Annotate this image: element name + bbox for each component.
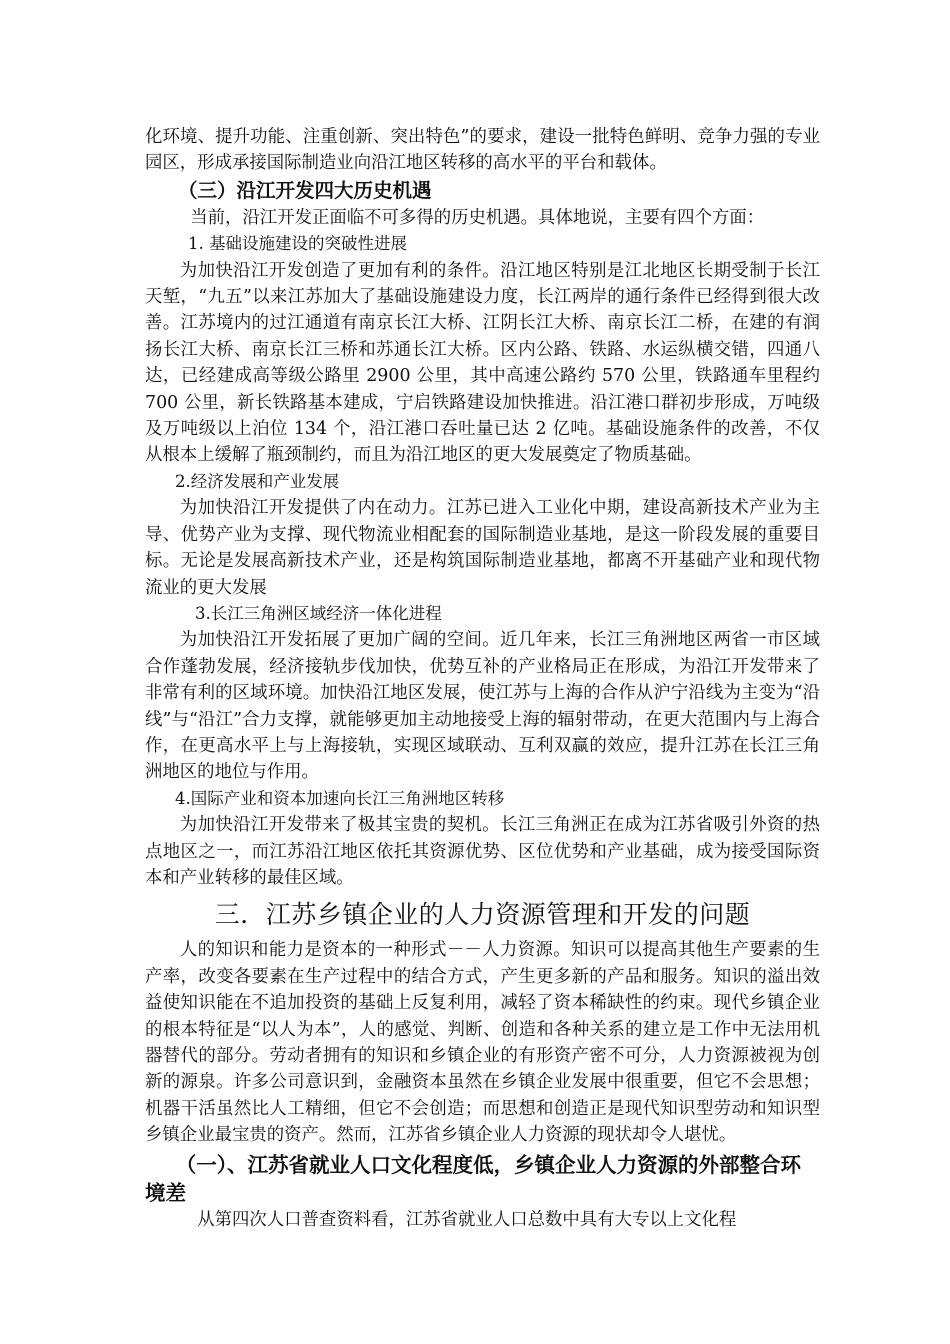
- item-1-title: 1. 基础设施建设的突破性进展: [188, 234, 407, 254]
- paragraph-census: 从第四次人口普查资料看，江苏省就业人口总数中具有大专以上文化程: [197, 1209, 737, 1230]
- item-3-title: 3.长江三角洲区域经济一体化进程: [195, 603, 442, 623]
- item-4-title: 4.国际产业和资本加速向长江三角洲地区转移: [175, 788, 505, 808]
- item-1-body: 为加快沿江开发创造了更加有利的条件。沿江地区特别是江北地区长期受制于长江天堑，“九五”以来江苏加大了基础设施建设力度，长江两岸的通行条件已经得到很大改善。江苏境内的过江通道有南京长江大桥、江阴长江大桥、南京长江二桥，在建的有润扬长江大桥、南京长江三桥和苏通长江大桥。区内公路、铁路、水运纵横交错，四通八达，已经建成高等级公路里 2900 公里，其中高速公路约 570 公里，铁路通车里程约 700 公里，新长铁路基本建成，宁启铁路建设加快推进。沿江港口群初步形成，万吨级及万吨级以上泊位 134 个，沿江港口吞吐量已达 2 亿吨。基础设施条件的改善，不仅从根本上缓解了瓶颈制约，而且为沿江地区的更大发展奠定了物质基础。: [145, 260, 820, 466]
- section-heading-opportunities: （三）沿江开发四大历史机遇: [178, 178, 432, 202]
- item-3-body: 为加快沿江开发拓展了更加广阔的空间。近几年来，长江三角洲地区两省一市区域合作蓬勃发展，经济接轨步伐加快，优势互补的产业格局正在形成，为沿江开发带来了非常有利的区域环境。加快沿江地区发展，使江苏与上海的合作从沪宁沿线为主变为“沿线”与“沿江”合力支撑，就能够更加主动地接受上海的辐射带动，在更大范围内与上海合作，在更高水平上与上海接轨，实现区域联动、互利双赢的效应，提升江苏在长江三角洲地区的地位与作用。: [145, 630, 820, 783]
- chapter-heading: 三．江苏乡镇企业的人力资源管理和开发的问题: [214, 900, 751, 930]
- subsection-heading: （一）、江苏省就业人口文化程度低，乡镇企业人力资源的外部整合环境差: [145, 1152, 801, 1205]
- item-4-body: 为加快沿江开发带来了极其宝贵的契机。长江三角洲正在成为江苏省吸引外资的热点地区之一，而江苏沿江地区依托其资源优势、区位优势和产业基础，成为接受国际资本和产业转移的最佳区域。: [145, 815, 820, 888]
- item-2-title: 2.经济发展和产业发展: [175, 471, 340, 491]
- document-page: [145, 124, 820, 1233]
- item-2-body: 为加快沿江开发提供了内在动力。江苏已进入工业化中期，建设高新技术产业为主导、优势产业为支撑、现代物流业相配套的国际制造业基地，是这一阶段发展的重要目标。无论是发展高新技术产业，还是构筑国际制造业基地，都离不开基础产业和现代物流业的更大发展: [145, 498, 820, 598]
- paragraph-human-resources: 人的知识和能力是资本的一种形式－－人力资源。知识可以提高其他生产要素的生产率，改变各要素在生产过程中的结合方式，产生更多新的产品和服务。知识的溢出效益使知识能在不追加投资的基础上反复利用，减轻了资本稀缺性的约束。现代乡镇企业的根本特征是“以人为本”，人的感觉、判断、创造和各种关系的建立是工作中无法用机器替代的部分。劳动者拥有的知识和乡镇企业的有形资产密不可分，人力资源被视为创新的源泉。许多公司意识到，金融资本虽然在乡镇企业发展中很重要，但它不会思想；机器干活虽然比人工精细，但它不会创造；而思想和创造正是现代知识型劳动和知识型乡镇企业最宝贵的资产。然而，江苏省乡镇企业人力资源的现状却令人堪忧。: [145, 940, 820, 1146]
- paragraph-intro: 当前，沿江开发正面临不可多得的历史机遇。具体地说，主要有四个方面：: [190, 207, 765, 228]
- paragraph-continued: 化环境、提升功能、注重创新、突出特色”的要求，建设一批特色鲜明、竞争力强的专业园区，形成承接国际制造业向沿江地区转移的高水平的平台和载体。: [145, 127, 820, 174]
